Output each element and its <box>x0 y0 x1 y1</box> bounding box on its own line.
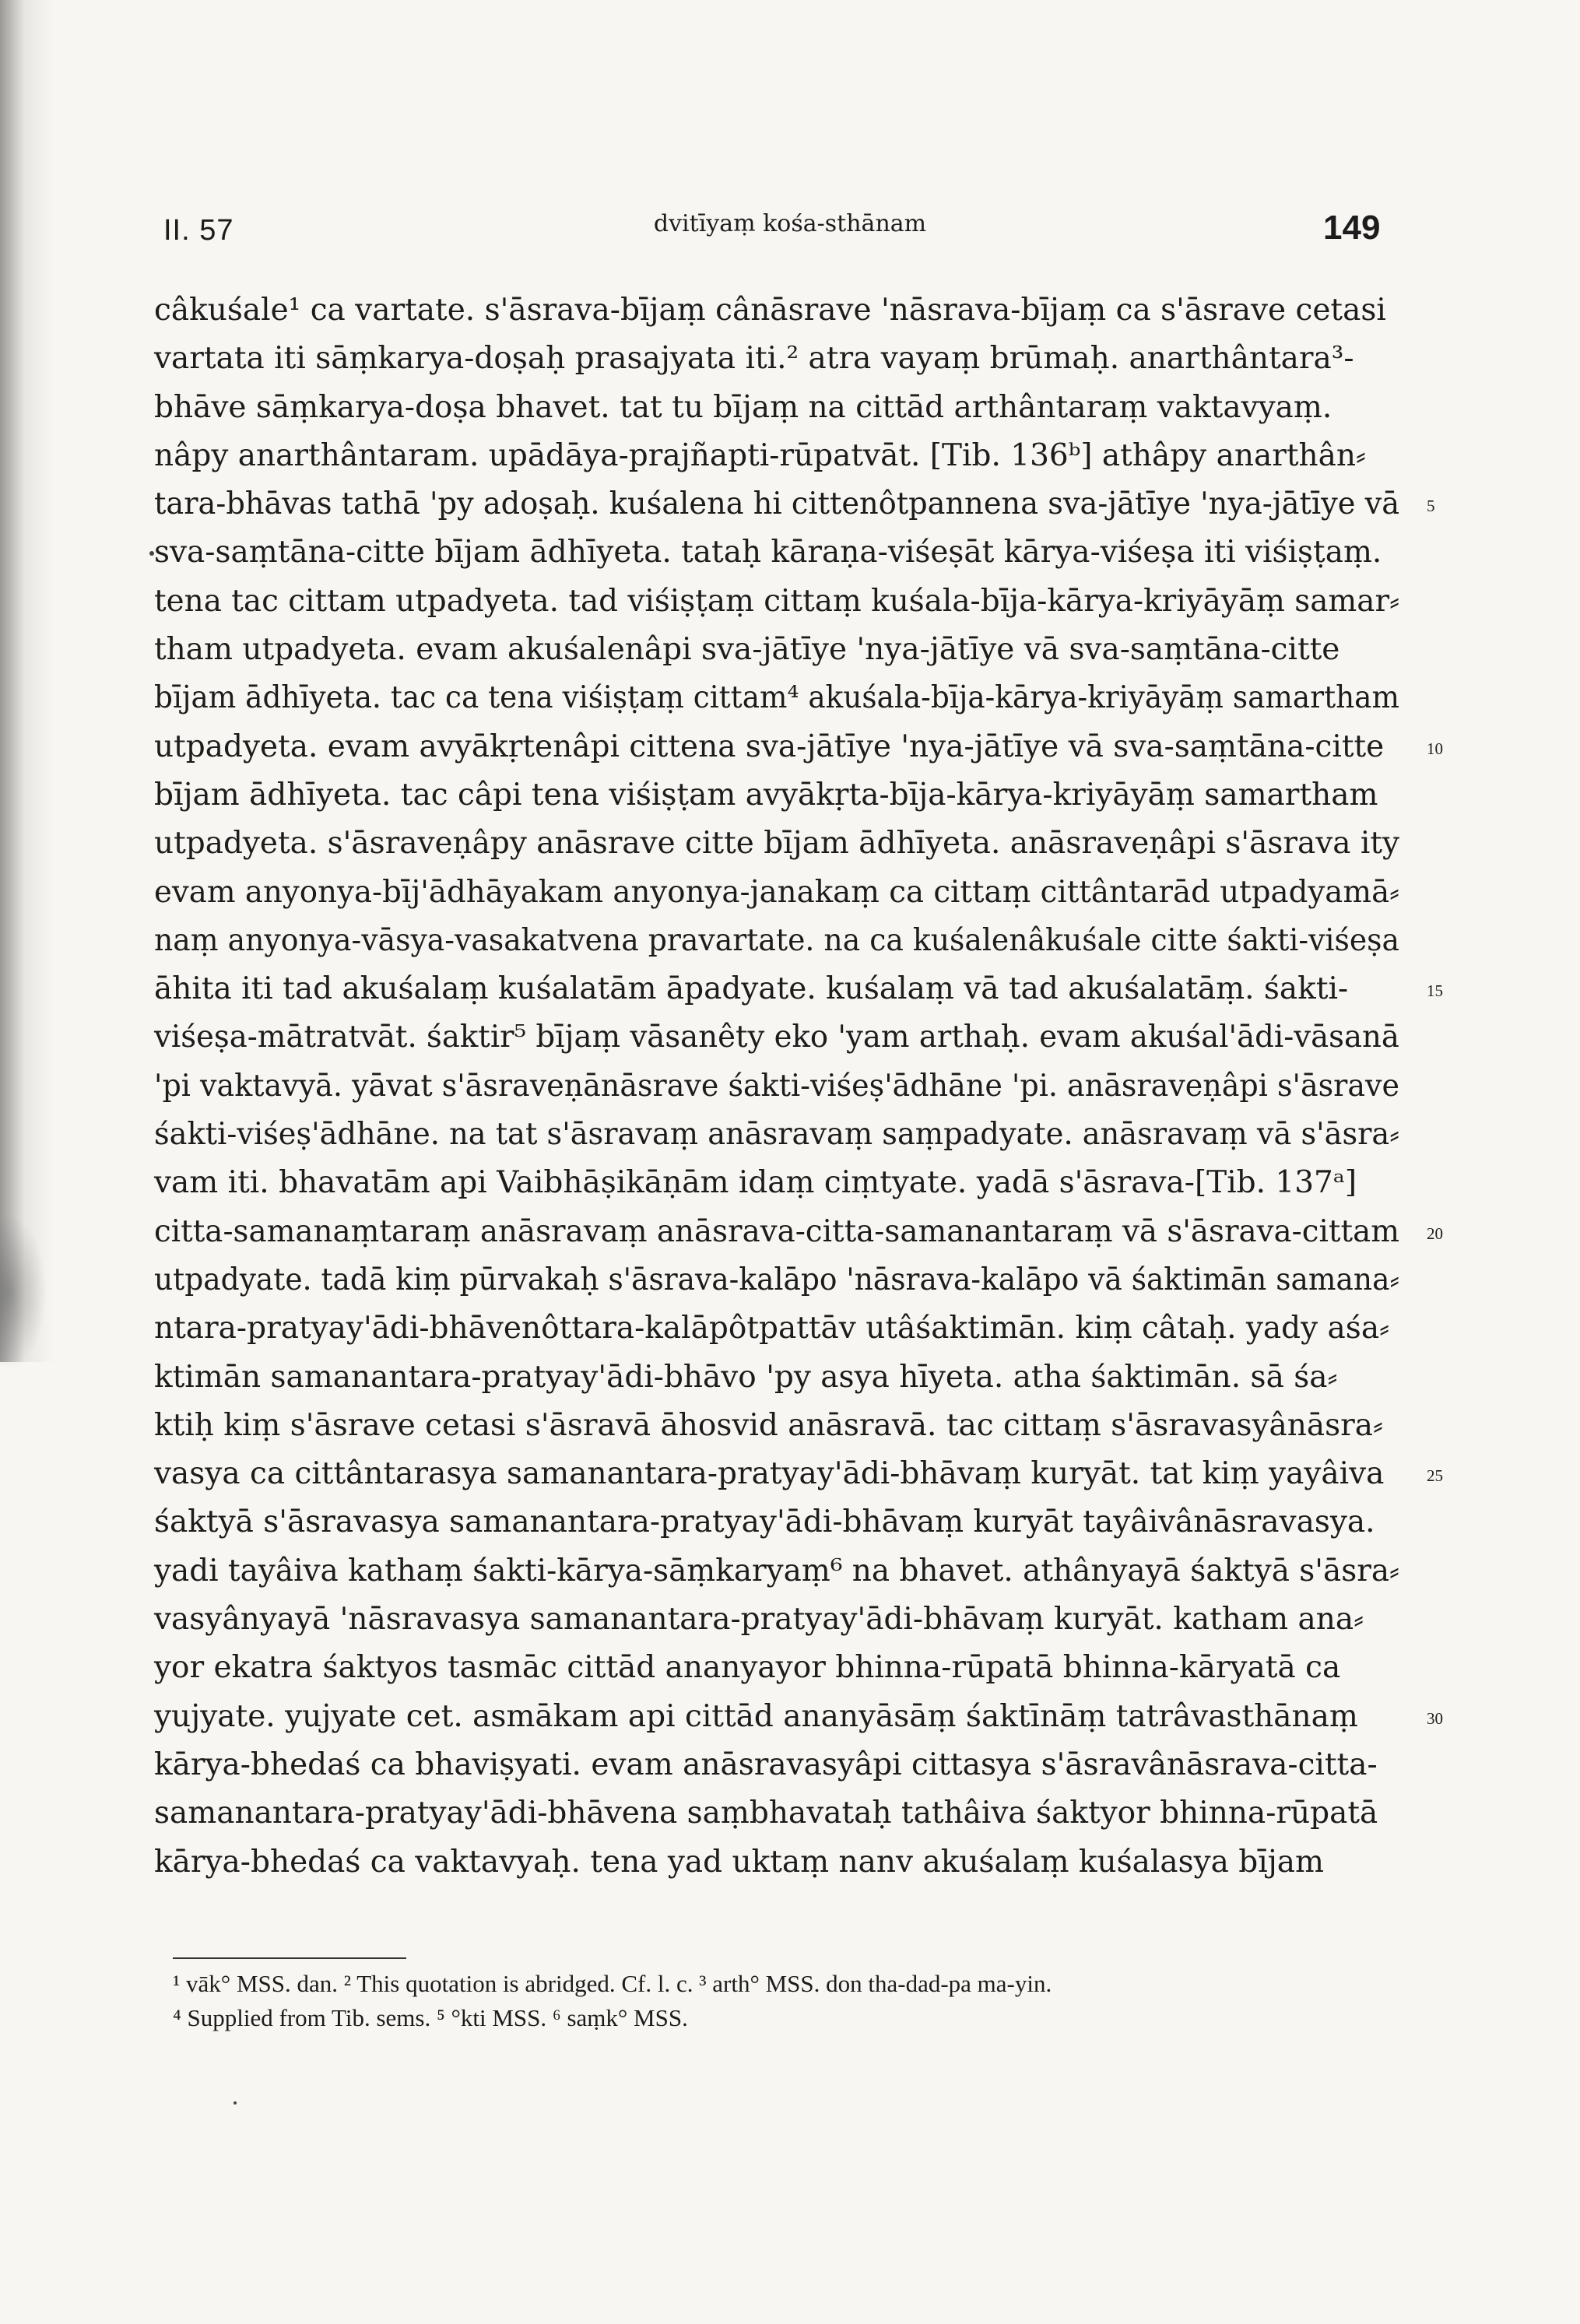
line-text: samanantara-pratyay'ādi-bhāvena saṃbhavataḥ tathâiva śaktyor bhinna-rūpatā <box>154 1796 1378 1831</box>
line-text: kārya-bhedaś ca vaktavyaḥ. tena yad uktaṃ nanv akuśalaṃ kuśalasya bījam <box>154 1844 1325 1880</box>
line-text: utpadyeta. evam avyākṛtenâpi cittena sva-jātīye 'nya-jātīye vā sva-saṃtāna-citte <box>154 728 1385 764</box>
line-number: 25 <box>1427 1466 1443 1486</box>
line-text: vasyânyayā 'nāsravasya samanantara-pratyay'ādi-bhāvaṃ kuryāt. katham ana⸗ <box>154 1602 1364 1638</box>
text-line <box>154 577 1403 626</box>
text-line <box>154 480 1435 528</box>
ink-speck <box>233 2101 237 2105</box>
line-text: bījam ādhīyeta. tac ca tena viśiṣṭaṃ cittam⁴ akuśala-bīja-kārya-kriyāyāṃ samartham <box>154 680 1399 716</box>
line-text: ktimān samanantara-pratyay'ādi-bhāvo 'py asya hīyeta. atha śaktimān. sā śa⸗ <box>154 1359 1338 1395</box>
text-line <box>154 1644 1403 1692</box>
running-title: dvitīyaṃ kośa-sthānam <box>653 210 927 237</box>
line-number: 10 <box>1427 739 1443 758</box>
line-text: kārya-bhedaś ca bhaviṣyati. evam anāsravasyâpi cittasya s'āsravânāsrava-citta- <box>154 1747 1378 1782</box>
text-line <box>154 1838 1403 1887</box>
line-text: 'pi vaktavyā. yāvat s'āsraveṇānāsrave śakti-viśeṣ'ādhāne 'pi. anāsraveṇâpi s'āsrave <box>154 1068 1400 1104</box>
text-line <box>154 869 1403 917</box>
text-line <box>154 1159 1403 1207</box>
line-text: naṃ anyonya-vāsya-vasakatvena pravartate. na ca kuśalenâkuśale citte śakti-viśeṣa <box>154 922 1400 958</box>
line-text: śakti-viśeṣ'ādhāne. na tat s'āsravaṃ anāsravaṃ saṃpadyate. anāsravaṃ vā s'āsra⸗ <box>154 1117 1400 1153</box>
line-text: ktiḥ kiṃ s'āsrave cetasi s'āsravā āhosvid anāsravā. tac cittaṃ s'āsravasyânāsra⸗ <box>154 1407 1384 1443</box>
line-text: sva-saṃtāna-citte bījam ādhīyeta. tataḥ kāraṇa-viśeṣāt kārya-viśeṣa iti viśiṣṭaṃ. <box>154 535 1382 570</box>
ink-speck <box>149 551 154 556</box>
text-line <box>154 1789 1403 1838</box>
line-number: 20 <box>1427 1223 1443 1243</box>
line-text: citta-samanaṃtaraṃ anāsravaṃ anāsrava-citta-samanantaraṃ vā s'āsrava-cittam <box>154 1213 1400 1249</box>
text-line <box>154 965 1443 1013</box>
text-line <box>154 384 1403 432</box>
text-line <box>154 1596 1403 1644</box>
text-line <box>154 1304 1403 1353</box>
line-number: 15 <box>1427 981 1443 1001</box>
text-line <box>154 771 1403 820</box>
text-line <box>154 626 1403 674</box>
footnote-rule <box>173 1957 406 1959</box>
line-text: nâpy anarthântaram. upādāya-prajñapti-rūpatvāt. [Tib. 136ᵇ] athâpy anarthân⸗ <box>154 437 1367 473</box>
text-line <box>154 1498 1403 1546</box>
text-line <box>154 723 1443 771</box>
footnotes <box>173 1967 1403 2035</box>
page-number: 149 <box>1323 209 1381 247</box>
text-line <box>154 1450 1443 1498</box>
text-line <box>154 1208 1443 1256</box>
line-text: vartata iti sāṃkarya-doṣaḥ prasajyata iti.² atra vayaṃ brūmaḥ. anarthântara³- <box>154 341 1354 377</box>
text-line <box>154 432 1403 480</box>
line-text: utpadyeta. s'āsraveṇâpy anāsrave citte bījam ādhīyeta. anāsraveṇâpi s'āsrava ity <box>154 826 1400 862</box>
line-text: câkuśale¹ ca vartate. s'āsrava-bījaṃ cânāsrave 'nāsrava-bījaṃ ca s'āsrave cetasi <box>154 293 1386 328</box>
text-line <box>154 286 1403 335</box>
line-text: ntara-pratyay'ādi-bhāvenôttara-kalāpôtpattāv utâśaktimān. kiṃ câtaḥ. yady aśa⸗ <box>154 1311 1390 1346</box>
text-line <box>154 674 1403 722</box>
footnote-line: ⁴ Supplied from Tib. sems. ⁵ °kti MSS. ⁶ saṃk° MSS. <box>173 2004 688 2031</box>
line-text: utpadyate. tadā kiṃ pūrvakaḥ s'āsrava-kalāpo 'nāsrava-kalāpo vā śaktimān samana⸗ <box>154 1262 1399 1297</box>
text-line <box>154 1062 1403 1111</box>
line-text: tham utpadyeta. evam akuśalenâpi sva-jātīye 'nya-jātīye vā sva-saṃtāna-citte <box>154 632 1340 668</box>
page-edge-stain <box>0 1214 47 1370</box>
line-text: tara-bhāvas tathā 'py adoṣaḥ. kuśalena hi cittenôtpannena sva-jātīye 'nya-jātīye vā <box>154 486 1400 522</box>
line-text: evam anyonya-bīj'ādhāyakam anyonya-janakaṃ ca cittaṃ cittântarād utpadyamā⸗ <box>154 874 1400 910</box>
line-text: āhita iti tad akuśalaṃ kuśalatām āpadyate. kuśalaṃ vā tad akuśalatāṃ. śakti- <box>154 971 1349 1007</box>
line-text: bhāve sāṃkarya-doṣa bhavet. tat tu bījaṃ na cittād arthântaraṃ vaktavyaṃ. <box>154 389 1332 425</box>
text-line <box>154 1547 1403 1596</box>
line-text: yor ekatra śaktyos tasmāc cittād ananyayor bhinna-rūpatā bhinna-kāryatā ca <box>154 1650 1341 1686</box>
body-text <box>154 286 1443 1887</box>
line-text: tena tac cittam utpadyeta. tad viśiṣṭaṃ cittaṃ kuśala-bīja-kārya-kriyāyāṃ samar⸗ <box>154 583 1400 619</box>
text-line <box>154 1693 1443 1741</box>
text-line <box>154 1013 1403 1062</box>
line-text: śaktyā s'āsravasya samanantara-pratyay'ādi-bhāvaṃ kuryāt tayâivânāsravasya. <box>154 1504 1375 1540</box>
footnote-line: ¹ vāk° MSS. dan. ² This quotation is abridged. Cf. l. c. ³ arth° MSS. don tha-dad-pa ma-yin. <box>173 1970 1052 1997</box>
text-line <box>154 917 1403 965</box>
line-number: 5 <box>1427 497 1435 516</box>
line-text: vasya ca cittântarasya samanantara-pratyay'ādi-bhāvaṃ kuryāt. tat kiṃ yayâiva <box>154 1456 1385 1492</box>
line-text: vam iti. bhavatām api Vaibhāṣikāṇām idaṃ ciṃtyate. yadā s'āsrava-[Tib. 137ᵃ] <box>154 1165 1357 1201</box>
text-line <box>154 335 1403 383</box>
text-line <box>154 820 1403 868</box>
text-line <box>154 1111 1403 1159</box>
text-line <box>154 1353 1403 1402</box>
line-text: bījam ādhīyeta. tac câpi tena viśiṣṭam avyākṛta-bīja-kārya-kriyāyāṃ samartham <box>154 777 1378 813</box>
line-text: yadi tayâiva kathaṃ śakti-kārya-sāṃkaryaṃ⁶ na bhavet. athânyayā śaktyā s'āsra⸗ <box>154 1553 1400 1589</box>
page-edge-shadow <box>0 0 54 1362</box>
text-line <box>154 1402 1403 1450</box>
text-line <box>154 528 1403 577</box>
text-line <box>154 1741 1403 1789</box>
line-text: yujyate. yujyate cet. asmākam api cittād ananyāsāṃ śaktīnāṃ tatrâvasthānaṃ <box>154 1698 1358 1734</box>
line-text: viśeṣa-mātratvāt. śaktir⁵ bījaṃ vāsanêty eko 'yam arthaḥ. evam akuśal'ādi-vāsanā <box>154 1020 1399 1055</box>
chapter-reference: II. 57 <box>163 214 234 247</box>
text-line <box>154 1256 1403 1304</box>
line-number: 30 <box>1427 1708 1443 1728</box>
